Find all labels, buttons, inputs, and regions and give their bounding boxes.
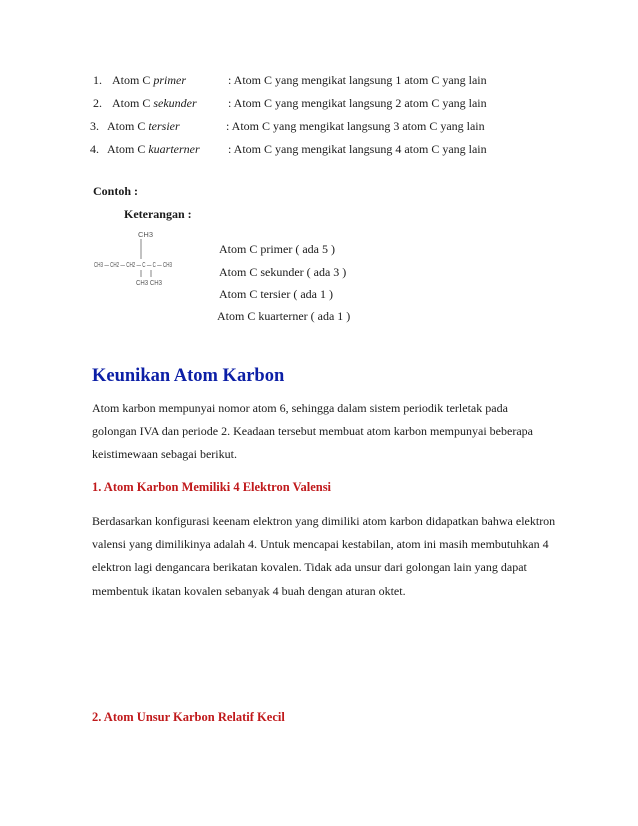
definition-term-italic: tersier — [148, 119, 180, 133]
definition-term — [107, 119, 180, 134]
definition-description: : Atom C yang mengikat langsung 4 atom C yang lain — [228, 142, 487, 156]
subsection-title-1: 1. Atom Karbon Memiliki 4 Elektron Valensi — [92, 480, 332, 494]
definition-number: 4. — [90, 142, 99, 156]
definition-number: 3. — [90, 119, 99, 133]
formula-bottom-groups: CH3 CH3 — [136, 280, 163, 287]
example-label: Contoh : — [93, 184, 139, 198]
legend-item: Atom C tersier ( ada 1 ) — [219, 287, 333, 301]
definition-term — [112, 96, 197, 111]
formula-top-group: CH3 — [138, 230, 154, 239]
definition-number: 1. — [93, 73, 102, 87]
legend-item: Atom C kuarterner ( ada 1 ) — [217, 309, 351, 323]
legend-item: Atom C primer ( ada 5 ) — [219, 242, 335, 256]
legend-heading: Keterangan : — [124, 207, 192, 221]
definition-term — [112, 73, 186, 88]
definition-term-italic: kuarterner — [148, 142, 200, 156]
definition-number: 2. — [93, 96, 102, 110]
definition-term-italic: sekunder — [153, 96, 197, 110]
definition-description: : Atom C yang mengikat langsung 3 atom C yang lain — [226, 119, 485, 133]
legend-item: Atom C sekunder ( ada 3 ) — [219, 265, 347, 279]
section-title: Keunikan Atom Karbon — [92, 366, 285, 386]
definition-description: : Atom C yang mengikat langsung 1 atom C yang lain — [228, 73, 487, 87]
subsection-paragraph-1: Berdasarkan konfigurasi keenam elektron yang dimiliki atom karbon didapatkan bahwa elektron valensi yang dimilikinya adalah 4. Untuk mencapai kestabilan, atom ini masih membutuhkan 4 elektron lagi dengancara berikatan kovalen. Tidak ada unsur dari golongan lain yang dapat membentuk ikatan kovalen sebanyak 4 buah dengan aturan oktet. — [92, 514, 556, 598]
definition-row — [0, 142, 638, 160]
definition-row — [0, 96, 638, 114]
definition-term-prefix: Atom C — [112, 96, 154, 110]
definition-term-prefix: Atom C — [107, 119, 149, 133]
formula-main-chain: CH3 — CH2 — CH2 — C — C — CH3 — [94, 262, 173, 269]
structural-formula-figure — [94, 227, 174, 289]
definition-term-prefix: Atom C — [107, 142, 149, 156]
definition-term-italic: primer — [153, 73, 187, 87]
definition-description: : Atom C yang mengikat langsung 2 atom C yang lain — [228, 96, 487, 110]
definition-row — [0, 73, 638, 91]
definition-term-prefix: Atom C — [112, 73, 154, 87]
definition-term — [107, 142, 200, 157]
definition-row — [0, 119, 638, 137]
subsection-title-2: 2. Atom Unsur Karbon Relatif Kecil — [92, 710, 285, 724]
intro-paragraph: Atom karbon mempunyai nomor atom 6, sehingga dalam sistem periodik terletak pada golongan IVA dan periode 2. Keadaan tersebut membuat atom karbon mempunyai beberapa keistimewaan sebagai berikut. — [92, 401, 533, 462]
